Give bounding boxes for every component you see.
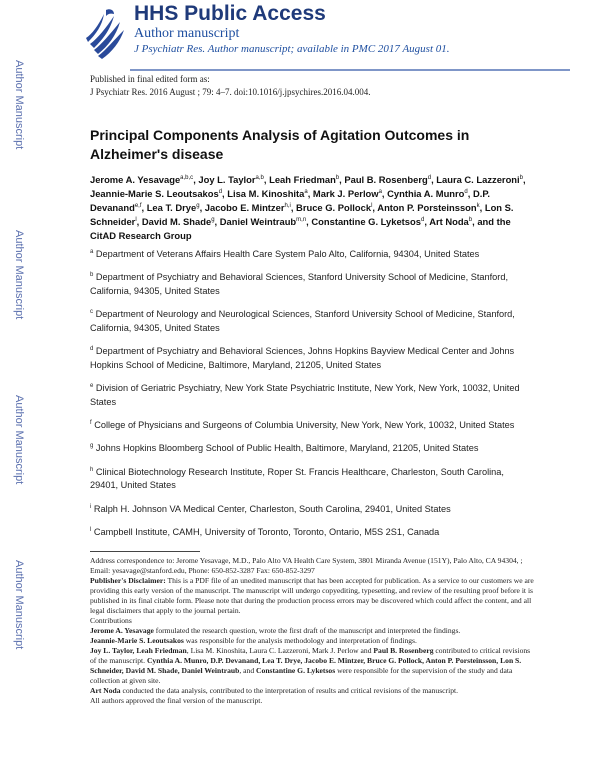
affiliation-text: Division of Geriatric Psychiatry, New York State Psychiatric Institute, New York, New York, 10032, United States [90, 383, 520, 407]
affiliation-sup: e [90, 383, 94, 390]
article-title: Principal Components Analysis of Agitation Outcomes in Alzheimer's disease [90, 127, 470, 162]
affiliation-item [90, 343, 530, 372]
citation: J Psychiatr Res. 2016 August ; 79: 4–7. doi:10.1016/j.jpsychires.2016.04.004. [90, 87, 371, 97]
affiliation-text: Clinical Biotechnology Research Institute, Roper St. Francis Healthcare, Charleston, South Carolina, 29401, United States [90, 466, 504, 491]
author-list: Jerome A. Yesavage$^{a,b,c}$, Joy L. Taylor$^{a,b}$, Leah Friedman$^b$, Paul B. Rosenberg$^d$, Laura C. Lazzeroni$^b$, Jeannie-Marie S. Leoutsakos$^d$, Lisa M. Kinoshita$^a$, Mark J. Perlow$^a$, Cynthia A. Munro$^d$, D.P. Devanand$^{e,f}$, Lea T. Drye$^g$, Jacobo E. Mintzer$^{h,i}$, Bruce G. Pollock$^l$, Anton P. Porsteinsson$^k$, Lon S. Schneider$^l$, David M. Shade$^g$, Daniel Weintraub$^{m,n}$, Constantine G. Lyketsos$^d$, Art Noda$^b$, and the CitAD Research Group [90, 174, 526, 241]
author-affiliation-sup: g [211, 217, 215, 224]
published-label: Published in final edited form as: [90, 74, 210, 84]
affiliation-sup: c [90, 309, 93, 316]
author-affiliation-sup: l [371, 203, 373, 210]
journal-availability: J Psychiatr Res. Author manuscript; available in PMC 2017 August 01. [134, 43, 450, 55]
affiliation-item [90, 440, 530, 455]
affiliation-text: Department of Psychiatry and Behavioral Sciences, Stanford University School of Medicine, Stanford, California, 94305, United States [90, 272, 509, 296]
affiliation-sup: h [90, 466, 94, 473]
affiliation-sup: l [90, 527, 92, 534]
author-name: Art Noda [429, 216, 469, 228]
affiliation-sup: d [90, 346, 94, 353]
affiliation-item [90, 269, 530, 298]
author-affiliation-sup: b [335, 175, 340, 181]
side-label-3: Author Manuscript [13, 395, 25, 485]
author-name: Lisa M. Kinoshita [227, 188, 305, 200]
contribution-1: Jerome A. Yesavage formulated the research question, wrote the first draft of the manuscript and interpreted the findings. [90, 626, 461, 635]
affiliation-text: Department of Neurology and Neurological Sciences, Stanford University School of Medicine, Stanford, California, 94305, United States [90, 309, 515, 333]
footnotes [90, 556, 535, 706]
author-affiliation-sup: d [427, 175, 432, 181]
affiliation-sup: f [90, 419, 92, 426]
page-header [70, 0, 530, 70]
author-affiliation-sup: d [464, 189, 468, 196]
author-affiliation-sup: a,b [255, 175, 264, 181]
contribution-2: Jeannie-Marie S. Leoutsakos was responsible for the analysis methodology and interpretation of findings. [90, 636, 417, 645]
author-affiliation-sup: a,b,c [180, 175, 194, 181]
hhs-eagle-logo-icon [80, 4, 132, 62]
affiliation-text: Ralph H. Johnson VA Medical Center, Charleston, South Carolina, 29401, United States [93, 503, 451, 514]
affiliation-text: Department of Veterans Affairs Health Care System Palo Alto, California, 94304, United States [95, 249, 480, 260]
author-name: Leah Friedman [269, 174, 336, 186]
author-affiliation-sup: e,f [134, 203, 142, 210]
affiliation-sup: i [90, 503, 92, 510]
author-affiliation-sup: d [420, 217, 425, 224]
author-name: Jacobo E. Mintzer [204, 202, 285, 214]
author-name: Laura C. Lazzeroni [436, 174, 520, 186]
author-name: Lon S. Schneider [90, 202, 514, 228]
header-rule [130, 69, 570, 71]
author-name: Bruce G. Pollock [296, 202, 372, 214]
affiliation-item [90, 306, 530, 335]
author-name: David M. Shade [141, 216, 212, 228]
affiliation-sup: a [90, 249, 94, 255]
affiliation-item [90, 417, 530, 432]
author-affiliation-sup: g [196, 203, 200, 210]
hhs-title: HHS Public Access [134, 2, 326, 25]
affiliations [90, 246, 530, 548]
author-affiliation-sup: h,i [284, 203, 291, 210]
author-name: Constantine G. Lyketsos [311, 216, 421, 228]
side-label-1: Author Manuscript [13, 60, 25, 150]
affiliation-item [90, 501, 530, 516]
author-name: Daniel Weintraub [219, 216, 297, 228]
side-label-4: Author Manuscript [13, 560, 25, 650]
affiliation-text: Department of Psychiatry and Behavioral Sciences, Johns Hopkins Bayview Medical Center and Johns Hopkins School of Medicine, Baltimore, Maryland, 21205, United States [90, 346, 515, 370]
side-label-2: Author Manuscript [13, 230, 25, 320]
affiliation-sup: b [90, 272, 94, 279]
author-name: Paul B. Rosenberg [344, 174, 428, 186]
author-name: Joy L. Taylor [198, 174, 256, 186]
author-name: Mark J. Perlow [312, 188, 379, 200]
author-name: Jerome A. Yesavage [90, 174, 181, 186]
affiliation-item [90, 246, 530, 261]
affiliation-item [90, 524, 530, 539]
header-text [134, 0, 574, 56]
author-affiliation-sup: b [519, 175, 523, 181]
author-affiliation-sup: l [135, 217, 137, 224]
publication-info [90, 73, 371, 99]
author-affiliation-sup: k [476, 203, 480, 210]
author-group: , and the CitAD Research Group [90, 216, 511, 241]
correspondence-address: Address correspondence to: Jerome Yesavage, M.D., Palo Alto VA Health Care System, 3801 Miranda Avenue (151Y), Palo Alto, CA 94304, ; Email: yesavage@stanford.edu, Phone: 650-852-3287 Fax: 650-852-3297 [90, 556, 523, 575]
contribution-3: Joy L. Taylor, Leah Friedman, Lisa M. Kinoshita, Laura C. Lazzeroni, Mark J. Perlow and Paul B. Rosenberg contributed to critical revisions of the manuscript. Cynthia A. Munro, D.P. Devanand, Lea T. Drye, Jacobo E. Mintzer, Bruce G. Pollock, Anton P. Porsteinsson, Lon S. Schneider, David M. Shade, Daniel Weintraub, and Constantine G. Lyketsos were responsible for the supervision of the study and data collection at given site. [90, 646, 531, 685]
side-watermark [0, 60, 40, 760]
author-affiliation-sup: d [218, 189, 223, 196]
affiliation-text: Johns Hopkins Bloomberg School of Public Health, Baltimore, Maryland, 21205, United States [95, 443, 479, 454]
affiliation-item [90, 380, 530, 409]
affiliation-text: Campbell Institute, CAMH, University of Toronto, Toronto, Ontario, M5S 2S1, Canada [93, 527, 440, 538]
author-affiliation-sup: b [468, 217, 473, 224]
affiliation-text: College of Physicians and Surgeons of Columbia University, New York, New York, 10032, United States [94, 420, 515, 431]
affiliation-item [90, 464, 530, 493]
publisher-disclaimer: Publisher's Disclaimer: This is a PDF file of an unedited manuscript that has been accepted for publication. As a service to our customers we are providing this early version of the manuscript. The manuscript will undergo copyediting, typesetting, and review of the resulting proof before it is published in its final citable form. Please note that during the production process errors may be discovered which could affect the content, and all legal disclaimers that apply to the journal pertain. [90, 576, 534, 615]
affiliation-sup: g [90, 443, 94, 450]
contribution-4: Art Noda conducted the data analysis, contributed to the interpretation of results and critical revisions of the manuscript. [90, 686, 458, 695]
footnote-rule [90, 551, 200, 552]
author-name: D.P. Devanand [90, 188, 490, 214]
author-affiliation-sup: a [304, 189, 308, 196]
final-approval: All authors approved the final version of the manuscript. [90, 696, 263, 705]
contributions-heading: Contributions [90, 616, 132, 625]
author-name: Cynthia A. Munro [387, 188, 465, 200]
author-name: Anton P. Porsteinsson [377, 202, 477, 214]
author-affiliation-sup: m,n [296, 217, 307, 224]
author-name: Jeannie-Marie S. Leoutsakos [90, 188, 219, 200]
author-affiliation-sup: a [378, 189, 382, 196]
manuscript-label: Author manuscript [134, 26, 240, 41]
author-name: Lea T. Drye [146, 202, 197, 214]
